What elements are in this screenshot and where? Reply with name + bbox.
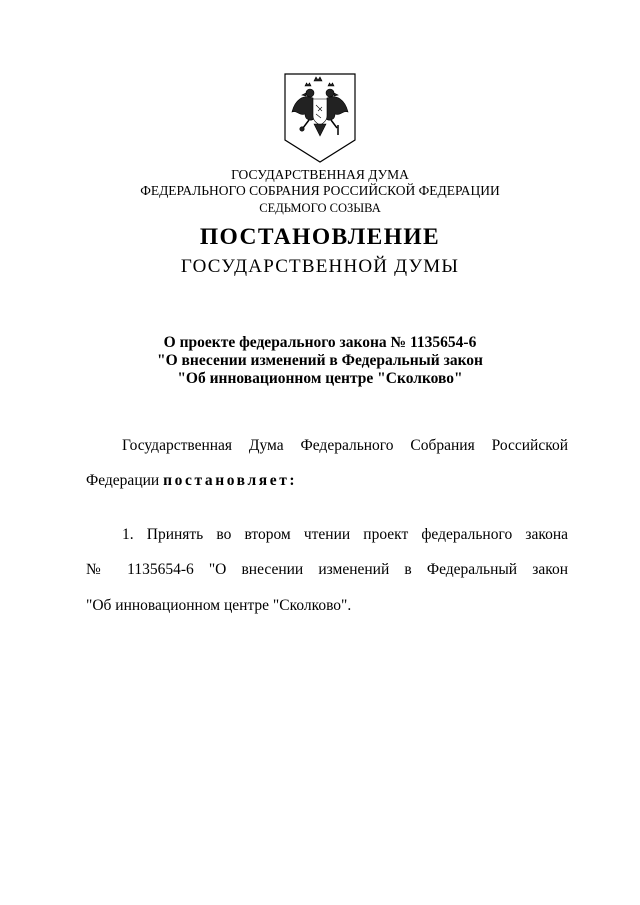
item-1-line-2: № 1135654-6 "О внесении изменений в Федеральный закон	[86, 561, 568, 578]
document-issuer-subtitle: ГОСУДАРСТВЕННОЙ ДУМЫ	[180, 256, 460, 277]
org-title-line-1: ГОСУДАРСТВЕННАЯ ДУМА	[231, 167, 409, 182]
preamble-line-2-text: Федерации	[86, 472, 164, 489]
document-type-title: ПОСТАНОВЛЕНИЕ	[199, 224, 441, 250]
item-1-line-1: 1. Принять во втором чтении проект федерального закона	[122, 526, 568, 543]
convocation-line: СЕДЬМОГО СОЗЫВА	[259, 201, 381, 215]
subject-line-1: О проекте федерального закона № 1135654-6	[163, 334, 477, 351]
coat-of-arms-icon	[283, 72, 357, 164]
preamble-line-1: Государственная Дума Федерального Собрания Российской	[122, 437, 568, 454]
subject-line-3: "Об инновационном центре "Сколково"	[177, 370, 463, 387]
subject-line-2: "О внесении изменений в Федеральный закон	[157, 352, 483, 369]
preamble-line-2	[86, 472, 568, 490]
decides-keyword: постановляет:	[163, 472, 298, 489]
item-1-line-3: "Об инновационном центре "Сколково".	[86, 597, 352, 614]
org-title-line-2: ФЕДЕРАЛЬНОГО СОБРАНИЯ РОССИЙСКОЙ ФЕДЕРАЦИИ	[140, 183, 500, 198]
